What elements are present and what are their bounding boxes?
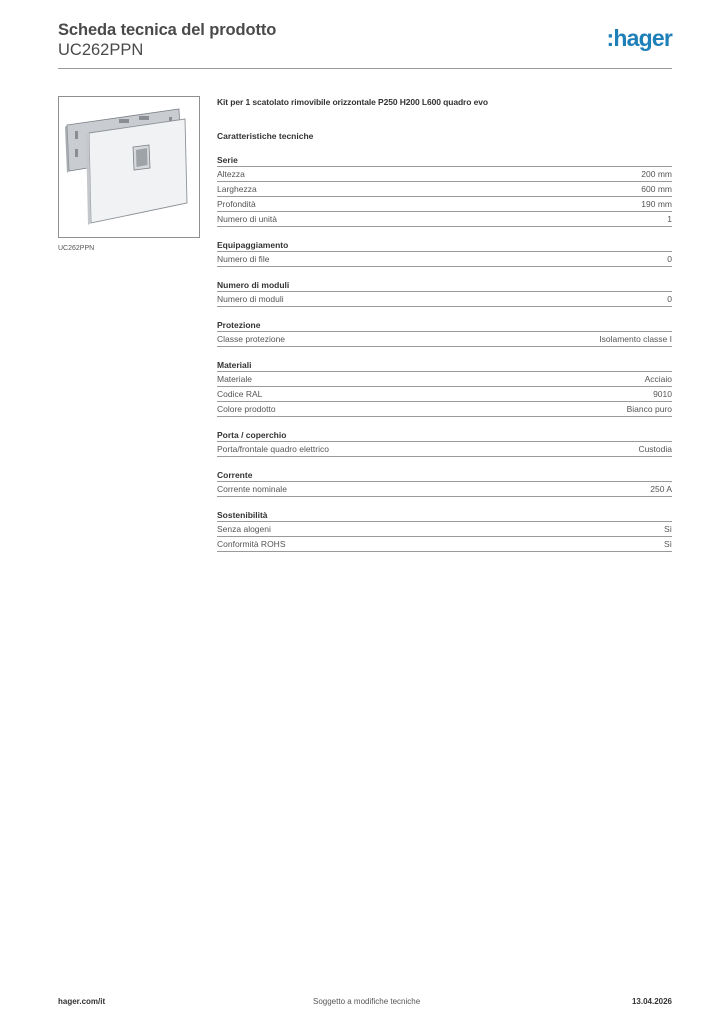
- spec-value: 1: [667, 214, 672, 224]
- spec-row: [217, 442, 672, 457]
- spec-row: [217, 292, 672, 307]
- spec-label: Numero di file: [217, 254, 270, 264]
- spec-label: Porta/frontale quadro elettrico: [217, 444, 329, 454]
- spec-row: [217, 522, 672, 537]
- page-title: Scheda tecnica del prodotto: [58, 21, 277, 39]
- hager-logo: :hager: [606, 25, 672, 51]
- image-caption: UC262PPN: [58, 245, 95, 252]
- spec-section: [217, 240, 672, 267]
- section-title: Materiali: [217, 360, 672, 372]
- spec-section: [217, 430, 672, 457]
- spec-value: Isolamento classe I: [599, 334, 672, 344]
- spec-label: Classe protezione: [217, 334, 286, 344]
- section-title: Porta / coperchio: [217, 430, 672, 442]
- tech-title: Caratteristiche tecniche: [217, 131, 314, 141]
- spec-row: [217, 167, 672, 182]
- spec-label: Corrente nominale: [217, 484, 287, 494]
- footer-date: 13.04.2026: [631, 997, 672, 1006]
- document-header: [58, 20, 672, 68]
- spec-value: 200 mm: [641, 169, 672, 179]
- spec-label: Senza alogeni: [217, 524, 271, 534]
- spec-section: [217, 280, 672, 307]
- spec-row: [217, 482, 672, 497]
- spec-section: [217, 155, 672, 227]
- spec-label: Numero di moduli: [217, 294, 284, 304]
- section-title: Protezione: [217, 320, 672, 332]
- spec-label: Colore prodotto: [217, 404, 276, 414]
- spec-row: [217, 182, 672, 197]
- product-image: [58, 96, 200, 238]
- header-divider: [58, 68, 672, 69]
- spec-row: [217, 537, 672, 552]
- spec-row: [217, 387, 672, 402]
- spec-row: [217, 212, 672, 227]
- spec-content: [217, 96, 672, 552]
- spec-label: Materiale: [217, 374, 252, 384]
- product-illustration: [59, 97, 199, 237]
- spec-value: 250 A: [650, 484, 672, 494]
- section-title: Corrente: [217, 470, 672, 482]
- spec-value: 0: [667, 294, 672, 304]
- product-code: UC262PPN: [58, 41, 144, 59]
- document-footer: [58, 997, 672, 1009]
- spec-value: Sì: [663, 539, 672, 549]
- spec-value: Sì: [663, 524, 672, 534]
- spec-label: Conformità ROHS: [217, 539, 286, 549]
- section-title: Equipaggiamento: [217, 240, 672, 252]
- spec-row: [217, 252, 672, 267]
- spec-value: Acciaio: [644, 374, 672, 384]
- spec-label: Larghezza: [217, 184, 257, 194]
- spec-row: [217, 332, 672, 347]
- spec-row: [217, 372, 672, 387]
- spec-value: Custodia: [638, 444, 672, 454]
- product-description: Kit per 1 scatolato rimovibile orizzontale P250 H200 L600 quadro evo: [217, 97, 488, 107]
- section-title: Numero di moduli: [217, 280, 672, 292]
- spec-row: [217, 402, 672, 417]
- spec-value: 600 mm: [641, 184, 672, 194]
- spec-label: Altezza: [217, 169, 245, 179]
- spec-value: 9010: [653, 389, 672, 399]
- spec-value: Bianco puro: [626, 404, 672, 414]
- spec-label: Codice RAL: [217, 389, 263, 399]
- spec-section: [217, 510, 672, 552]
- spec-label: Numero di unità: [217, 214, 278, 224]
- spec-row: [217, 197, 672, 212]
- footer-website-link[interactable]: hager.com/it: [58, 997, 106, 1006]
- section-title: Serie: [217, 155, 672, 167]
- section-title: Sostenibilità: [217, 510, 672, 522]
- spec-section: [217, 360, 672, 417]
- spec-value: 0: [667, 254, 672, 264]
- spec-section: [217, 320, 672, 347]
- spec-section: [217, 470, 672, 497]
- footer-disclaimer: Soggetto a modifiche tecniche: [313, 997, 421, 1006]
- spec-label: Profondità: [217, 199, 256, 209]
- spec-value: 190 mm: [641, 199, 672, 209]
